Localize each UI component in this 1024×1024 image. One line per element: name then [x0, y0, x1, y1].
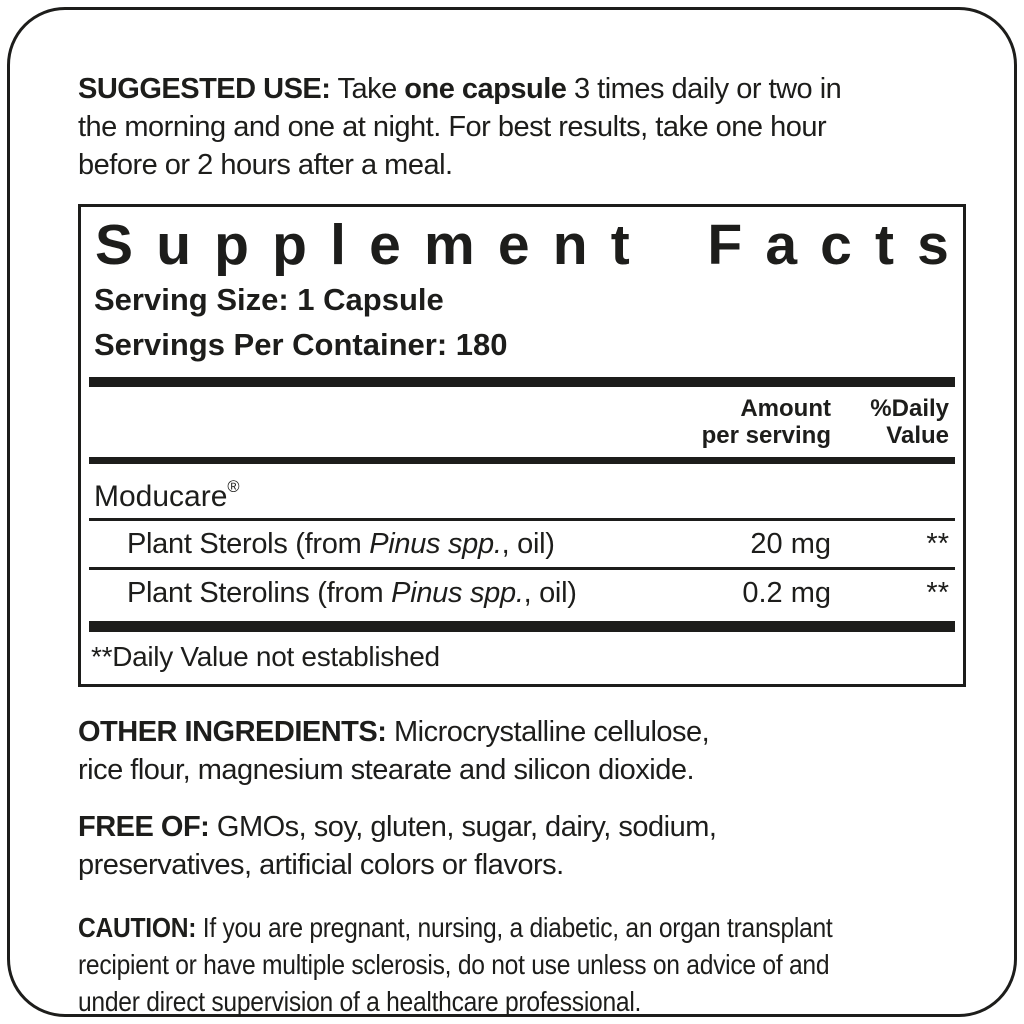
- suggested-use-lead: Take: [330, 73, 405, 105]
- supplement-facts-title: S u p p l e m e n t F a c t s: [95, 213, 949, 277]
- daily-value-column-header: [831, 395, 949, 449]
- table-row-plant-sterolins: [81, 570, 963, 616]
- ingredient-amount: 0.2 mg: [742, 577, 831, 609]
- caution-paragraph: [78, 909, 966, 1020]
- table-header-row: [81, 387, 963, 457]
- ingredient-name-latin: Pinus spp.: [369, 528, 502, 560]
- ingredient-name-pre: Plant Sterolins (from: [127, 577, 392, 609]
- ingredient-name: [127, 577, 671, 609]
- supplement-facts-panel: [78, 204, 966, 687]
- free-of-paragraph: [78, 808, 966, 884]
- medium-divider-under-header: [89, 457, 955, 464]
- amount-column-header: [651, 395, 831, 449]
- heavy-divider-bottom: [89, 621, 955, 632]
- suggested-use-emphasis: one capsule: [404, 73, 567, 105]
- caution-heading: CAUTION:: [78, 912, 197, 943]
- ingredient-name: [127, 528, 671, 560]
- thick-divider-top: [89, 377, 955, 387]
- suggested-use-body: 3 times daily or two in the morning and one at night. For best results, take one hour before or 2 hours after a meal.: [78, 73, 842, 181]
- daily-value-header-line1: %Daily: [870, 395, 949, 422]
- ingredient-daily-value: **: [926, 577, 949, 609]
- group-name: Moducare: [94, 480, 228, 513]
- ingredient-name-pre: Plant Sterols (from: [127, 528, 370, 560]
- servings-per-container: Servings Per Container: 180: [94, 327, 508, 362]
- ingredient-daily-value: **: [926, 528, 949, 560]
- suggested-use-heading: SUGGESTED USE:: [78, 73, 331, 105]
- daily-value-header-line2: Value: [886, 422, 949, 449]
- other-ingredients-paragraph: [78, 713, 966, 789]
- caution-body: If you are pregnant, nursing, a diabetic, an organ transplant recipient or have multiple sclerosis, do not use unless on advice of and under direct supervision of a healthcare professional.: [78, 912, 833, 1017]
- amount-header-line1: Amount: [740, 395, 831, 422]
- ingredient-name-latin: Pinus spp.: [391, 577, 524, 609]
- registered-trademark-symbol: ®: [227, 478, 240, 496]
- free-of-heading: FREE OF:: [78, 811, 210, 843]
- other-ingredients-heading: OTHER INGREDIENTS:: [78, 716, 387, 748]
- free-of-body: GMOs, soy, gluten, sugar, dairy, sodium, preservatives, artificial colors or flavors.: [78, 811, 717, 881]
- product-label-card: [7, 7, 1017, 1017]
- label-content: [78, 70, 966, 1020]
- ingredient-amount: 20 mg: [750, 528, 831, 560]
- other-ingredients-body: Microcrystalline cellulose, rice flour, magnesium stearate and silicon dioxide.: [78, 716, 710, 786]
- table-row-plant-sterols: [81, 521, 963, 567]
- ingredient-name-post: , oil): [523, 577, 577, 609]
- suggested-use-paragraph: [78, 70, 966, 184]
- ingredient-group-row: [81, 464, 963, 518]
- serving-size: Serving Size: 1 Capsule: [94, 282, 444, 317]
- daily-value-footnote: **Daily Value not established: [91, 641, 440, 672]
- amount-header-line2: per serving: [701, 422, 831, 449]
- ingredient-name-post: , oil): [501, 528, 555, 560]
